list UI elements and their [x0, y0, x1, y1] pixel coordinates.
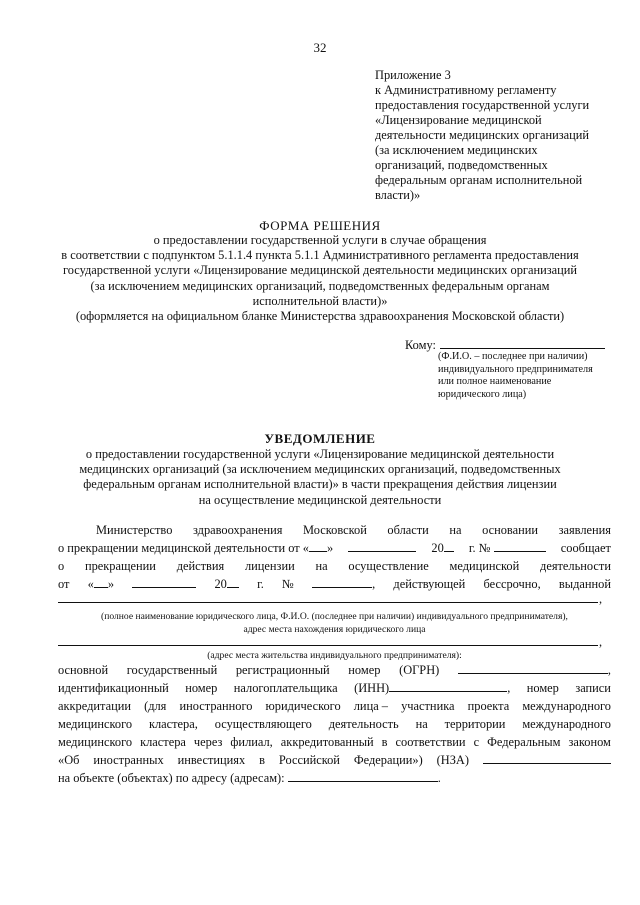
word: проекта — [467, 699, 510, 713]
word: аккредитации — [58, 699, 131, 713]
body-line — [58, 679, 611, 697]
text: от — [58, 577, 70, 591]
appendix-line: власти)» — [375, 188, 421, 202]
body-line — [58, 733, 611, 751]
text: (ИНН) — [354, 681, 390, 695]
blank-month[interactable] — [348, 539, 416, 552]
word: Московской — [303, 523, 367, 537]
text: инвестициях — [177, 753, 246, 767]
appendix-line: предоставления государственной услуги — [375, 98, 590, 112]
word: на — [415, 717, 428, 731]
appendix-line: (за исключением медицинских — [375, 143, 538, 157]
word: иностранного — [179, 699, 253, 713]
blank-ogrn[interactable] — [458, 661, 608, 674]
word: (ОГРН) — [399, 663, 440, 677]
word: международного — [522, 717, 611, 731]
text: , — [372, 577, 376, 591]
appendix-line: «Лицензирование медицинской — [375, 113, 542, 127]
body-paragraph-1 — [58, 521, 611, 593]
recipient-label: Кому: — [405, 338, 436, 352]
text: » — [326, 541, 334, 555]
word: номер — [348, 663, 381, 677]
text: идентификационный — [58, 681, 169, 695]
form-subtitle-line: в соответствии с подпунктом 5.1.1.4 пункта 5.1.1 Административного регламента предоставления — [61, 248, 579, 263]
word: на — [449, 523, 462, 537]
text: на объекте (объектах) по адресу (адресам): — [58, 771, 285, 785]
text: «Об — [58, 753, 80, 767]
word: основной — [58, 663, 109, 677]
word: юридического — [265, 699, 341, 713]
text: бессрочно, — [483, 577, 541, 591]
word: заявления — [558, 523, 611, 537]
blank-day[interactable] — [94, 575, 108, 588]
text: (НЗА) — [436, 753, 469, 767]
word: с — [473, 735, 480, 749]
word: деятельности — [540, 559, 611, 573]
text: налогоплательщика — [233, 681, 338, 695]
recipient-note-line: юридического лица) — [438, 388, 527, 400]
text: г. — [257, 577, 264, 591]
word: осуществляющего — [214, 717, 312, 731]
text: иностранных — [93, 753, 164, 767]
text: в — [259, 753, 265, 767]
blank-inn[interactable] — [389, 679, 507, 692]
body-line — [58, 751, 611, 769]
word: действия — [176, 559, 225, 573]
word: регистрационный — [235, 663, 330, 677]
word: на — [315, 559, 328, 573]
blank-nza[interactable] — [483, 751, 611, 764]
notice-subtitle-line: федеральным органам исполнительной власти)» в части прекращения действия лицензии — [83, 477, 557, 492]
text: о прекращении медицинской деятельности от « — [58, 541, 309, 555]
body-line — [58, 539, 611, 557]
blank-month[interactable] — [132, 575, 196, 588]
word: медицинского — [58, 735, 133, 749]
text: г. № — [468, 541, 491, 555]
blank-number[interactable] — [494, 539, 546, 552]
appendix-line: федеральным органам исполнительной — [375, 173, 583, 187]
appendix-line: Приложение 3 — [375, 68, 451, 82]
body-line — [58, 769, 611, 787]
appendix-line: деятельности медицинских организаций — [375, 128, 589, 142]
word: области — [387, 523, 429, 537]
form-subtitle-line: государственной услуги «Лицензирование медицинской деятельности медицинских организаций — [62, 263, 578, 278]
word: государственный — [126, 663, 218, 677]
text: Российской — [278, 753, 340, 767]
form-title: ФОРМА РЕШЕНИЯ — [259, 218, 381, 233]
comma: , — [599, 635, 603, 649]
word: основании — [482, 523, 538, 537]
blank-license-number[interactable] — [312, 575, 372, 588]
form-subtitle-line: о предоставлении государственной услуги в случае обращения — [153, 233, 487, 247]
notice-subtitle-line: медицинских организаций (за исключением медицинских организаций, подведомственных — [79, 462, 561, 477]
text: Федерации») — [353, 753, 423, 767]
caption-licensee — [58, 610, 611, 636]
caption-address: (адрес места жительства индивидуального предпринимателя): — [207, 650, 462, 661]
word: территории — [444, 717, 506, 731]
word: соответствии — [395, 735, 466, 749]
notice-subtitle-line: на осуществление медицинской деятельности — [198, 492, 442, 507]
blank-year[interactable] — [444, 539, 454, 552]
word: прекращении — [84, 559, 156, 573]
page-number: 32 — [313, 40, 327, 55]
word: аккредитованный — [280, 735, 374, 749]
text: записи — [575, 681, 611, 695]
body-line — [58, 715, 611, 733]
text: . — [437, 771, 441, 785]
word: о — [58, 559, 65, 573]
comma: , — [599, 592, 603, 606]
recipient-note-line: (Ф.И.О. – последнее при наличии) — [438, 351, 588, 362]
notice-title: УВЕДОМЛЕНИЕ — [264, 431, 376, 446]
word: здравоохранения — [192, 523, 283, 537]
word: в — [381, 735, 388, 749]
appendix-line: организаций, подведомственных — [375, 158, 548, 172]
body-line — [58, 557, 611, 575]
word: медицинского — [58, 717, 133, 731]
body-line — [58, 697, 611, 715]
word: филиал, — [230, 735, 273, 749]
word: кластера — [140, 735, 186, 749]
text: , — [507, 681, 511, 695]
form-subtitle-line: исполнительной власти)» — [252, 293, 388, 308]
form-subtitle-line: (за исключением медицинских организаций, подведомственных федеральным органам — [90, 278, 550, 293]
word: (для — [144, 699, 167, 713]
body-line — [58, 521, 611, 539]
text: « — [87, 577, 94, 591]
blank-day[interactable] — [309, 539, 327, 552]
word: Министерство — [96, 523, 173, 537]
appendix-block — [375, 68, 625, 203]
word: лица – — [353, 699, 388, 713]
body-paragraph-2 — [58, 661, 611, 787]
text: выданной — [558, 577, 611, 591]
word: участника — [401, 699, 455, 713]
body-line — [58, 575, 611, 593]
text: действующей — [393, 577, 466, 591]
form-subtitle — [30, 233, 610, 324]
word: медицинской — [449, 559, 520, 573]
word: кластера, — [148, 717, 198, 731]
text: 20 — [214, 577, 227, 591]
blank-object-address[interactable] — [288, 769, 438, 782]
recipient-note-line: индивидуального предпринимателя — [438, 363, 593, 375]
word: Федеральным — [487, 735, 561, 749]
text: 20 — [431, 541, 444, 555]
notice-subtitle — [30, 447, 610, 508]
text: номер — [185, 681, 218, 695]
recipient-blank[interactable] — [440, 338, 605, 349]
recipient-note-line: или полное наименование — [438, 376, 552, 387]
text: номер — [526, 681, 559, 695]
word: лицензии — [244, 559, 295, 573]
blank-licensee-name[interactable] — [58, 602, 598, 603]
word: деятельность — [328, 717, 399, 731]
word: международного — [522, 699, 611, 713]
form-subtitle-line: (оформляется на официальном бланке Министерства здравоохранения Московской области) — [75, 309, 565, 324]
appendix-line: к Административному регламенту — [375, 83, 557, 97]
recipient-note — [438, 351, 593, 401]
caption-line: (полное наименование юридического лица, Ф.И.О. (последнее при наличии) индивидуального предпринимателя), — [101, 611, 568, 622]
text: » — [107, 577, 115, 591]
notice-subtitle-line: о предоставлении государственной услуги «Лицензирование медицинской деятельности — [85, 447, 555, 461]
body-line: основной государственный регистрационный номер (ОГРН) , — [58, 663, 611, 677]
word: осуществление — [348, 559, 429, 573]
word: законом — [568, 735, 611, 749]
blank-address[interactable] — [58, 645, 598, 646]
blank-year[interactable] — [227, 575, 239, 588]
word: через — [193, 735, 223, 749]
caption-line: адрес места нахождения юридического лица — [243, 624, 426, 635]
text: сообщает — [560, 541, 611, 555]
text: № — [282, 577, 294, 591]
